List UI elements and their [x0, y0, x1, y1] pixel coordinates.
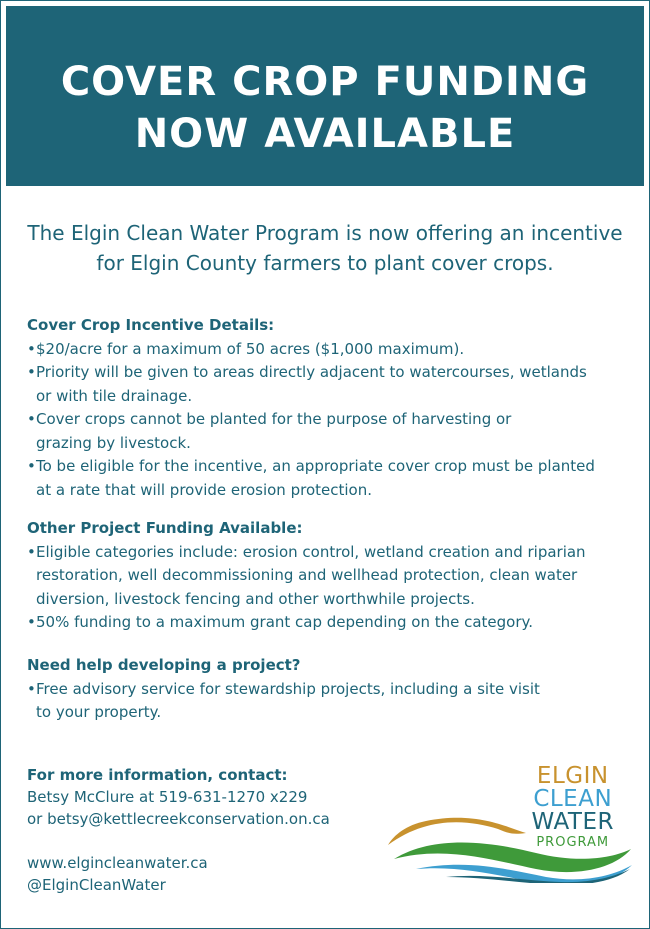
logo-waves-icon: [386, 803, 636, 883]
header-banner: [6, 6, 644, 186]
logo-word-clean: CLEAN: [533, 786, 613, 812]
list-item: [27, 408, 631, 455]
list-item-text: to your property.: [36, 703, 162, 721]
list-item: [27, 678, 631, 725]
intro-text: [21, 218, 629, 278]
contact-heading: For more information, contact:: [27, 766, 288, 784]
social-handle[interactable]: @ElginCleanWater: [27, 876, 166, 894]
logo-word-water: WATER: [531, 809, 614, 835]
list-item-text: or with tile drainage.: [36, 386, 193, 405]
list-item-text: • Cover crops cannot be planted for the purpose of harvesting or: [36, 410, 512, 428]
page-title: [6, 56, 644, 160]
list-item: [27, 611, 631, 635]
list-item-text: diversion, livestock fencing and other worthwhile projects.: [36, 589, 475, 608]
list-item-text: • Eligible categories include: erosion control, wetland creation and riparian: [36, 542, 586, 561]
list-item-text: restoration, well decommissioning and wellhead protection, clean water: [36, 566, 578, 584]
section-heading: Need help developing a project?: [27, 656, 301, 674]
list-item-text: • Free advisory service for stewardship projects, including a site visit: [36, 679, 540, 698]
list-item-text: at a rate that will provide erosion protection.: [36, 480, 372, 499]
contact-email[interactable]: or betsy@kettlecreekconservation.on.ca: [27, 810, 330, 828]
spacer: [27, 830, 330, 852]
website-link[interactable]: www.elgincleanwater.ca: [27, 854, 208, 872]
title-line-1: COVER CROP FUNDING: [60, 59, 590, 105]
elgin-clean-water-logo: [386, 763, 636, 883]
other-funding-section: [27, 517, 631, 635]
intro-line-2: for Elgin County farmers to plant cover crops.: [96, 251, 554, 275]
incentive-details-section: [27, 314, 631, 502]
section-heading: Other Project Funding Available:: [27, 519, 303, 537]
list-item-text: • Priority will be given to areas directly adjacent to watercourses, wetlands: [36, 363, 587, 381]
list-item-text: grazing by livestock.: [36, 433, 191, 452]
contact-phone: Betsy McClure at 519-631-1270 x229: [27, 788, 308, 806]
list-item: [27, 361, 631, 408]
intro-line-1: The Elgin Clean Water Program is now offering an incentive: [27, 221, 623, 245]
list-item-text: • $20/acre for a maximum of 50 acres ($1,000 maximum).: [36, 339, 465, 358]
list-item-text: • 50% funding to a maximum grant cap depending on the category.: [36, 613, 534, 631]
list-item: [27, 455, 631, 502]
logo-word-elgin: ELGIN: [536, 763, 609, 789]
logo-word-program: PROGRAM: [536, 835, 610, 850]
section-heading: Cover Crop Incentive Details:: [27, 316, 275, 334]
project-help-section: [27, 654, 631, 725]
list-item: [27, 541, 631, 612]
title-line-2: NOW AVAILABLE: [134, 111, 516, 157]
list-item-text: • To be eligible for the incentive, an appropriate cover crop must be planted: [36, 457, 595, 475]
list-item: [27, 338, 631, 362]
contact-block: [27, 764, 330, 896]
